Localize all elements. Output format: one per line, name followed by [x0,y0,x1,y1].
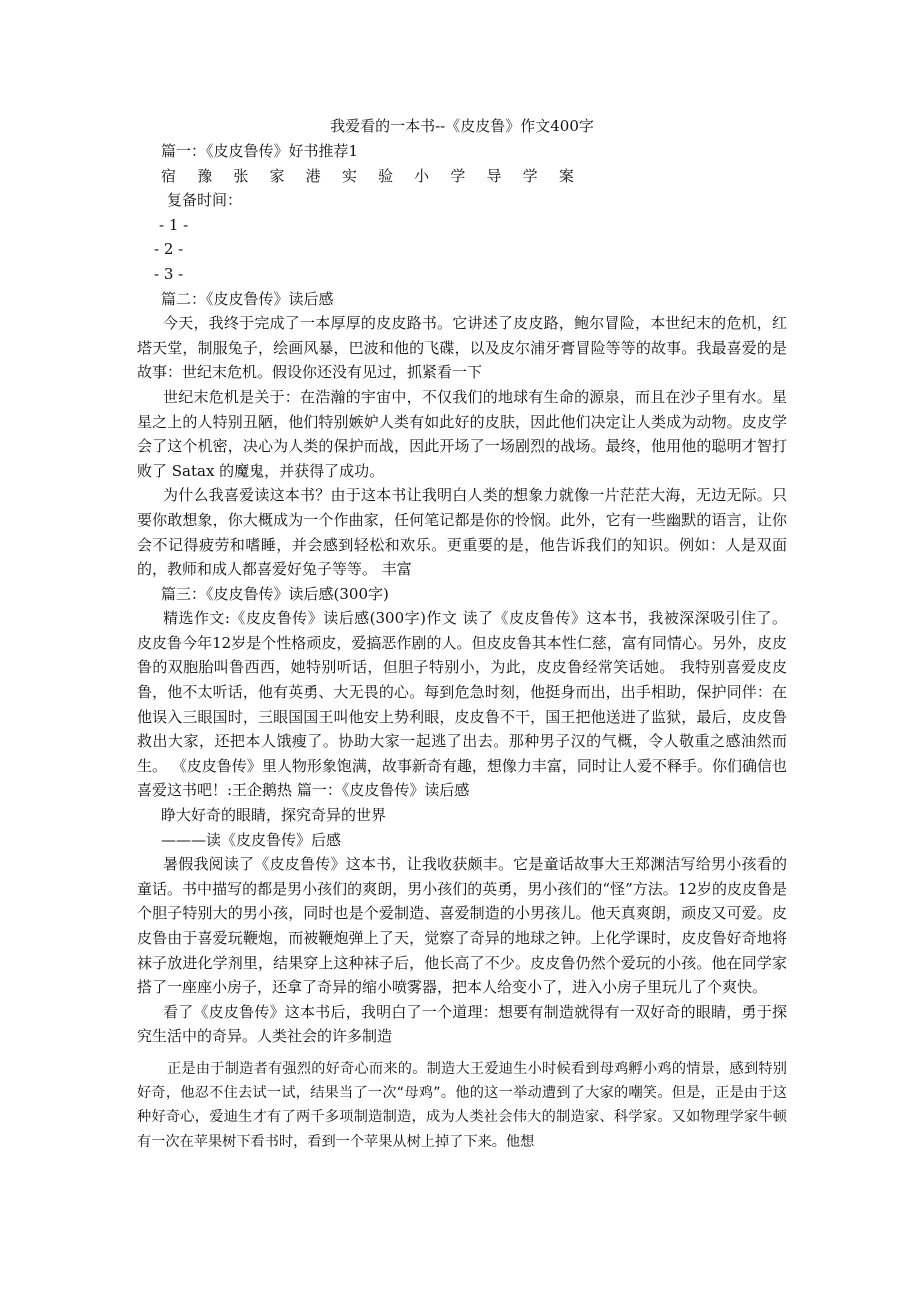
section-heading-3: 篇三：《皮皮鲁传》读后感(300字) [161,584,389,603]
paragraph-summer: 暑假我阅读了《皮皮鲁传》这本书，让我收获颇丰。它是童话故事大王郑渊洁写给男小孩看的童话。书中描写的都是男小孩们的爽朗，男小孩们的英勇，男小孩们的“怪”方法。12岁的皮皮鲁是个胆子特别大的男小孩，同时也是个爱制造、喜爱制造的小男孩儿。他天真爽朗，顽皮又可爱。皮皮鲁由于喜爱玩鞭炮，而被鞭炮弹上了天，觉察了奇异的地球之钟。上化学课时，皮皮鲁好奇地将袜子放进化学剂里，结果穿上这种袜子后，他长高了不少。皮皮鲁仍然个爱玩的小孩。他在同学家搭了一座座小房子，还拿了奇异的缩小喷雾器，把本人给变小了，进入小房子里玩儿了个爽快。 [137,855,787,997]
paragraph-lesson: 看了《皮皮鲁传》这本书后，我明白了一个道理：想要有制造就得有一双好奇的眼睛，勇于探究生活中的奇异。人类社会的许多制造 [137,1002,787,1046]
page-number-2: - 2 - [154,240,184,259]
page-number-3: - 3 - [154,264,184,283]
paragraph-selected-essay: 精选作文:《皮皮鲁传》读后感(300字)作文 读了《皮皮鲁传》这本书，我被深深吸引住了。 皮皮鲁今年12岁是个性格顽皮，爱搞恶作剧的人。但皮皮鲁其本性仁慈，富有同情心。另外，皮皮鲁的双胞胎叫鲁西西，她特别听话，但胆子特别小，为此，皮皮鲁经常笑话她。 我特别喜爱皮皮鲁，他不太听话，他有英勇、大无畏的心。每到危急时刻，他挺身而出，出手相助，保护同伴：在他误入三眼国时，三眼国国王叫他安上势利眼，皮皮鲁不干，国王把他送进了监狱，最后，皮皮鲁救出大家，还把本人饿瘦了。协助大家一起逃了出去。那种男子汉的气概，令人敬重之感油然而生。 《皮皮鲁传》里人物形象饱满，故事新奇有趣，想像力丰富，同时让人爱不释手。你们确信也喜爱这书吧！:王企鹅热 篇一：《皮皮鲁传》读后感 [137,609,787,800]
paragraph-intro: 今天，我终于完成了一本厚厚的皮皮路书。它讲述了皮皮路，鲍尔冒险，本世纪末的危机，红塔天堂，制服兔子，绘画风暴，巴波和他的飞碟，以及皮尔浦牙膏冒险等等的故事。我最喜爱的是故事：世纪末危机。假设你还没有见过，抓紧看一下 [137,314,787,382]
school-heading: 宿 豫 张 家 港 实 验 小 学 导 学 案 [161,166,583,185]
paragraph-crisis: 世纪末危机是关于：在浩瀚的宇宙中，不仅我们的地球有生命的源泉，而且在沙子里有水。星星之上的人特别丑陋，他们特别嫉妒人类有如此好的皮肤，因此他们决定让人类成为动物。皮皮学会了这个机密，决心为人类的保护而战，因此开场了一场剧烈的战场。最终，他用他的聪明才智打败了 Satax 的魔鬼，并获得了成功。 [137,387,787,480]
section-heading-2: 篇二：《皮皮鲁传》读后感 [161,289,334,308]
document-body [137,113,787,1154]
review-time-label: 复备时间： [167,191,243,210]
paragraph-why: 为什么我喜爱读这本书？由于这本书让我明白人类的想象力就像一片茫茫大海，无边无际。只要你敢想象，你大概成为一个作曲家，任何笔记都是你的怜悯。此外，它有一些幽默的语言，让你会不记得疲劳和嗜睡，并会感到轻松和欢乐。更重要的是，他告诉我们的知识。例如：人是双面的，教师和成人都喜爱好兔子等等。 丰富 [137,486,787,579]
paragraph-curiosity: 正是由于制造者有强烈的好奇心而来的。制造大王爱迪生小时候看到母鸡孵小鸡的情景，感到特别好奇，他忍不住去试一试，结果当了一次“母鸡”。他的这一举动遭到了大家的嘲笑。但是，正是由于这种好奇心，爱迪生才有了两千多项制造制造，成为人类社会伟大的制造家、科学家。又如物理学家牛顿有一次在苹果树下看书时，看到一个苹果从树上掉了下来。他想 [137,1060,787,1150]
section-heading-1: 篇一：《皮皮鲁传》好书推荐1 [161,142,359,160]
page-number-1: - 1 - [159,215,189,234]
document-title: 我爱看的一本书--《皮皮鲁》作文400字 [330,117,594,135]
essay-subtitle: 睁大好奇的眼睛，探究奇异的世界 [161,806,387,825]
essay-byline: ———读《皮皮鲁传》后感 [161,830,342,849]
